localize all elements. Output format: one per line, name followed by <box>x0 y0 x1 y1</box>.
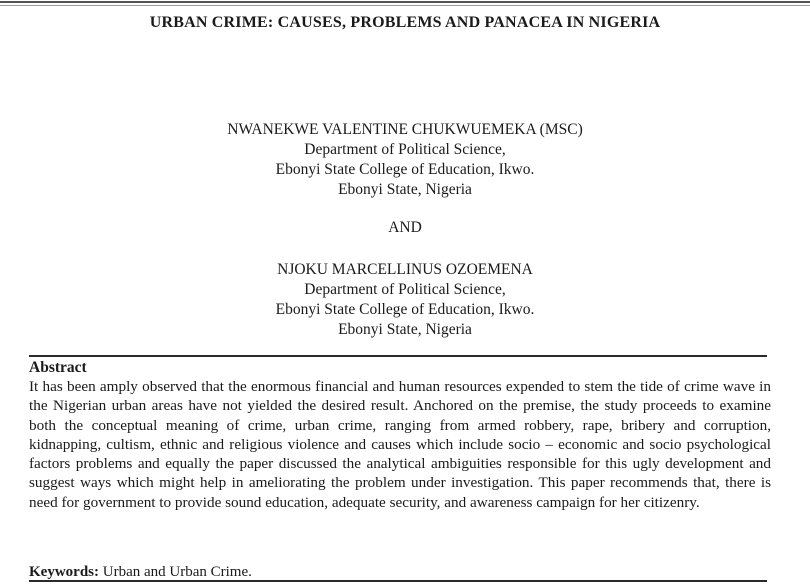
keywords-line <box>29 564 252 581</box>
abstract-heading: Abstract <box>29 359 87 376</box>
top-border-rule-thin <box>0 5 810 6</box>
author-department: Department of Political Science, <box>304 281 506 298</box>
abstract-divider <box>29 355 767 357</box>
keywords-value: Urban and Urban Crime. <box>99 564 252 580</box>
author-block-1 <box>0 120 810 200</box>
author-institution: Ebonyi State College of Education, Ikwo. <box>275 161 535 178</box>
paper-title: URBAN CRIME: CAUSES, PROBLEMS AND PANACEA IN NIGERIA <box>149 14 661 31</box>
author-separator: AND <box>388 219 422 236</box>
author-block-2 <box>0 260 810 340</box>
author-name: NWANEKWE VALENTINE CHUKWUEMEKA (MSC) <box>227 121 583 138</box>
top-border-rule <box>0 1 810 3</box>
author-name: NJOKU MARCELLINUS OZOEMENA <box>277 261 533 278</box>
author-location: Ebonyi State, Nigeria <box>338 181 472 198</box>
author-location: Ebonyi State, Nigeria <box>338 321 472 338</box>
author-department: Department of Political Science, <box>304 141 506 158</box>
abstract-body: It has been amply observed that the enormous financial and human resources expended to stem the tide of crime wave in the Nigerian urban areas have not yielded the desired result. Anchored on the premise, the study proceeds to examine both the conceptual meaning of crime, urban crime, ranging from armed robbery, rape, bribery and corruption, kidnapping, cultism, ethnic and religious violence and causes which include socio – economic and socio psychological factors problems and equally the paper discussed the analytical ambiguities responsible for this ugly development and suggest ways which might help in ameliorating the problem under investigation. This paper recommends that, there is need for government to provide sound education, adequate security, and awareness campaign for her citizenry. <box>29 378 771 511</box>
keywords-label: Keywords: <box>29 564 99 580</box>
bottom-divider <box>29 580 767 582</box>
author-institution: Ebonyi State College of Education, Ikwo. <box>275 301 535 318</box>
